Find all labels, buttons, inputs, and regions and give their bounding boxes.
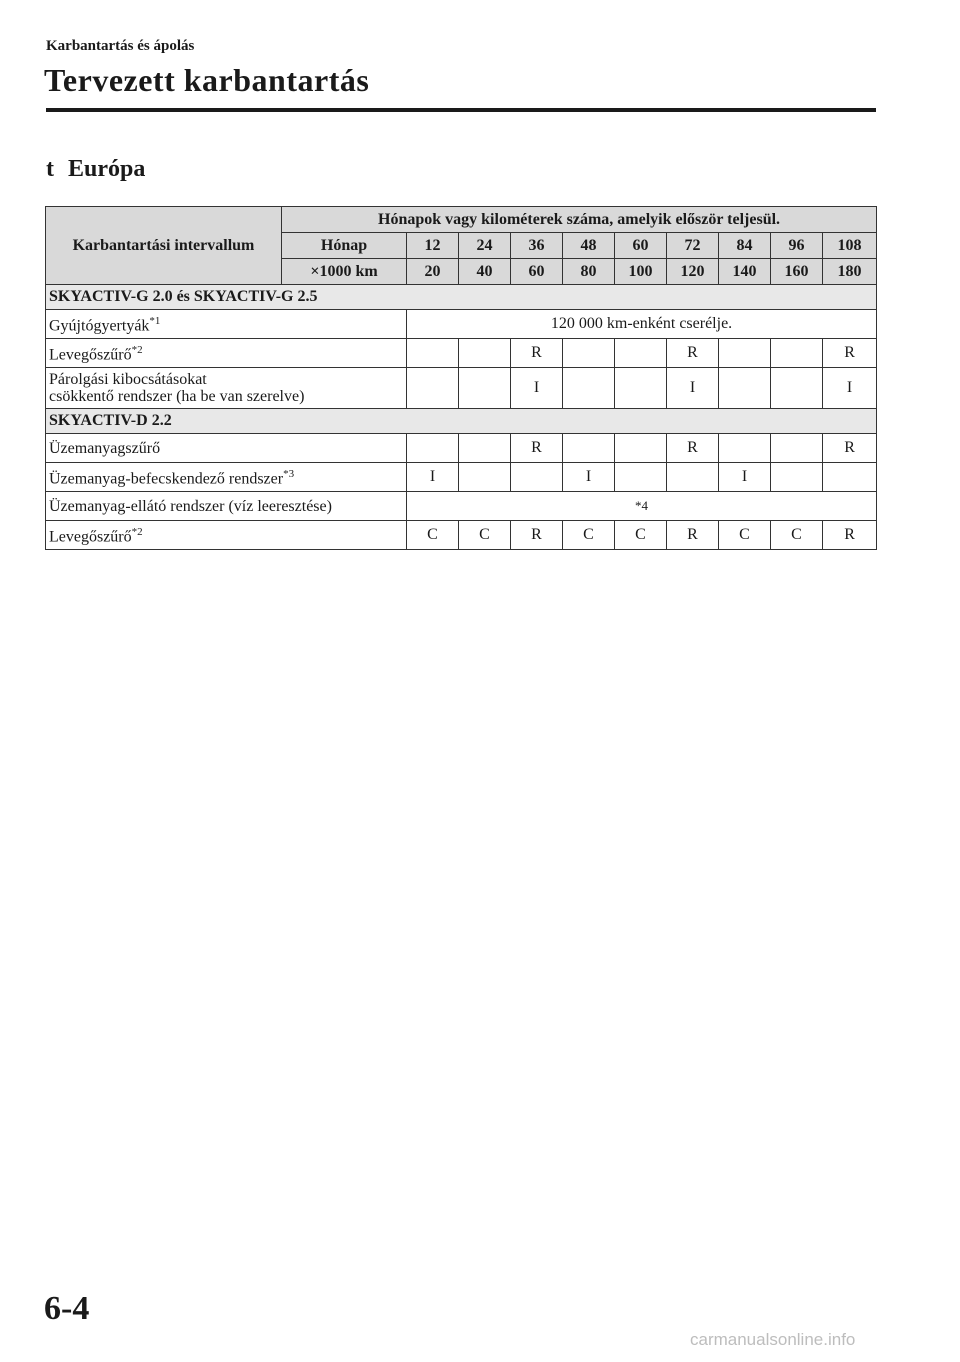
schedule-cell: C	[563, 521, 615, 550]
month-header-cell: 48	[563, 233, 615, 259]
item-label-line: csökkentő rendszer (ha be van szerelve)	[49, 388, 305, 405]
footnote-ref: *2	[131, 344, 143, 357]
schedule-cell	[615, 339, 667, 368]
schedule-cell	[407, 368, 459, 409]
item-label	[46, 368, 407, 409]
schedule-cell	[667, 463, 719, 492]
schedule-cell	[719, 368, 771, 409]
month-header-cell: 108	[823, 233, 877, 259]
schedule-cell	[771, 339, 823, 368]
item-label-line: Párolgási kibocsátásokat	[49, 371, 207, 388]
schedule-cell	[615, 368, 667, 409]
km-header-cell: 120	[667, 259, 719, 285]
schedule-cell: I	[667, 368, 719, 409]
month-header-cell: 24	[459, 233, 511, 259]
schedule-cell: C	[459, 521, 511, 550]
schedule-cell	[459, 368, 511, 409]
schedule-cell	[407, 339, 459, 368]
month-header-cell: 84	[719, 233, 771, 259]
km-header-cell: 20	[407, 259, 459, 285]
schedule-cell	[771, 463, 823, 492]
km-header-cell: 140	[719, 259, 771, 285]
region-name: Európa	[68, 156, 146, 182]
month-header-cell: 60	[615, 233, 667, 259]
km-header-cell: 80	[563, 259, 615, 285]
schedule-cell	[615, 434, 667, 463]
months-label: Hónap	[282, 233, 407, 259]
item-label	[46, 310, 407, 339]
month-header-cell: 36	[511, 233, 563, 259]
engine-group-header: SKYACTIV-G 2.0 és SKYACTIV-G 2.5	[46, 285, 877, 310]
schedule-cell	[563, 368, 615, 409]
item-label	[46, 492, 407, 521]
title-rule	[46, 108, 876, 112]
km-header-cell: 160	[771, 259, 823, 285]
schedule-cell: R	[667, 339, 719, 368]
schedule-cell: R	[511, 521, 563, 550]
interval-note: *4	[407, 492, 877, 521]
schedule-cell: R	[511, 434, 563, 463]
schedule-cell: R	[823, 521, 877, 550]
table-row	[46, 492, 877, 521]
schedule-cell: R	[667, 434, 719, 463]
item-label-text: Üzemanyagszűrő	[49, 439, 161, 457]
item-label	[46, 463, 407, 492]
month-header-cell: 72	[667, 233, 719, 259]
engine-group-header: SKYACTIV-D 2.2	[46, 409, 877, 434]
month-header-cell: 12	[407, 233, 459, 259]
table-row	[46, 463, 877, 492]
item-label-text: Levegőszűrő	[49, 528, 132, 546]
month-header-cell: 96	[771, 233, 823, 259]
schedule-cell: R	[667, 521, 719, 550]
region-marker-icon: t	[46, 156, 54, 182]
schedule-cell	[615, 463, 667, 492]
schedule-cell: R	[823, 434, 877, 463]
schedule-cell	[719, 434, 771, 463]
schedule-cell	[459, 463, 511, 492]
schedule-cell: R	[823, 339, 877, 368]
table-row	[46, 521, 877, 550]
table-row	[46, 339, 877, 368]
footnote-ref: *1	[149, 315, 161, 328]
table-row	[46, 434, 877, 463]
schedule-cell	[459, 339, 511, 368]
page-number: 6-4	[44, 1290, 90, 1327]
table-row	[46, 368, 877, 409]
interval-header: Karbantartási intervallum	[46, 207, 282, 285]
item-label	[46, 434, 407, 463]
watermark: carmanualsonline.info	[690, 1330, 856, 1349]
schedule-cell: C	[719, 521, 771, 550]
schedule-cell	[823, 463, 877, 492]
schedule-cell	[719, 339, 771, 368]
schedule-cell: I	[511, 368, 563, 409]
maintenance-schedule-table	[45, 206, 877, 550]
item-label-text: Üzemanyag-ellátó rendszer (víz leeresztése)	[49, 497, 332, 515]
schedule-cell	[511, 463, 563, 492]
schedule-cell: I	[719, 463, 771, 492]
schedule-cell	[563, 339, 615, 368]
schedule-cell	[407, 434, 459, 463]
item-label-text: Gyújtógyertyák	[49, 317, 150, 335]
schedule-cell: C	[407, 521, 459, 550]
km-header-cell: 180	[823, 259, 877, 285]
schedule-cell: I	[407, 463, 459, 492]
km-header-cell: 60	[511, 259, 563, 285]
schedule-cell: I	[563, 463, 615, 492]
interval-note: 120 000 km-enként cserélje.	[407, 310, 877, 339]
schedule-cell	[771, 368, 823, 409]
footnote-ref: *2	[131, 526, 143, 539]
schedule-cell	[771, 434, 823, 463]
schedule-cell: R	[511, 339, 563, 368]
schedule-cell: C	[615, 521, 667, 550]
schedule-cell: I	[823, 368, 877, 409]
table-row	[46, 310, 877, 339]
item-label	[46, 339, 407, 368]
item-label-text: Levegőszűrő	[49, 346, 132, 364]
schedule-cell	[563, 434, 615, 463]
footnote-ref: *3	[283, 468, 295, 481]
page-title: Tervezett karbantartás	[44, 62, 370, 98]
schedule-cell	[459, 434, 511, 463]
section-label: Karbantartás és ápolás	[46, 38, 195, 54]
km-header-cell: 100	[615, 259, 667, 285]
item-label-text: Üzemanyag-befecskendező rendszer	[49, 470, 284, 488]
schedule-cell: C	[771, 521, 823, 550]
region-heading	[46, 156, 145, 183]
span-header: Hónapok vagy kilométerek száma, amelyik először teljesül.	[282, 207, 877, 233]
km-label: ×1000 km	[282, 259, 407, 285]
item-label	[46, 521, 407, 550]
km-header-cell: 40	[459, 259, 511, 285]
